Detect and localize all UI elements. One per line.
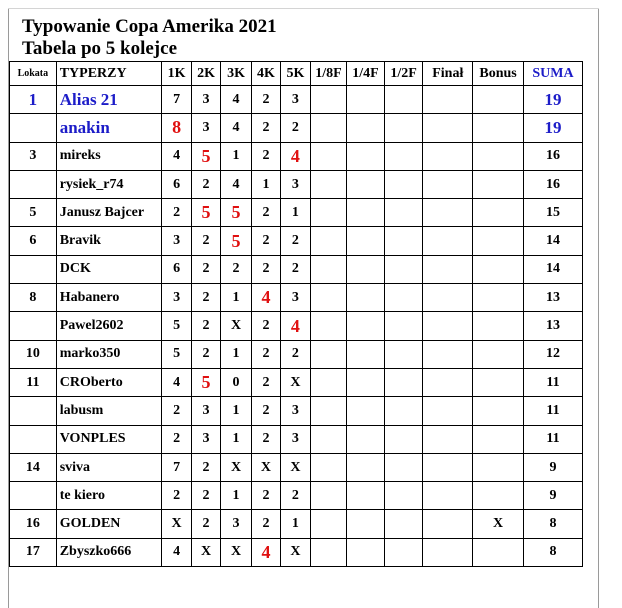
cell-suma: 16 bbox=[523, 170, 582, 198]
table-row bbox=[10, 255, 583, 283]
cell-round-5k: 2 bbox=[281, 482, 310, 510]
cell-final bbox=[423, 340, 473, 368]
cell-1-8f bbox=[310, 227, 347, 255]
header-5k: 5K bbox=[281, 62, 310, 86]
cell-player-name: Bravik bbox=[56, 227, 162, 255]
cell-1-8f bbox=[310, 510, 347, 538]
cell-1-8f bbox=[310, 199, 347, 227]
cell-lokata bbox=[10, 312, 57, 340]
cell-round-2k: 3 bbox=[191, 86, 220, 114]
cell-1-4f bbox=[347, 170, 385, 198]
cell-1-2f bbox=[384, 340, 423, 368]
cell-round-4k: 2 bbox=[251, 340, 280, 368]
cell-round-5k: X bbox=[281, 538, 310, 566]
cell-player-name: CROberto bbox=[56, 368, 162, 396]
cell-round-4k: X bbox=[251, 453, 280, 481]
cell-round-2k: X bbox=[191, 538, 220, 566]
cell-player-name: sviva bbox=[56, 453, 162, 481]
cell-round-5k: 3 bbox=[281, 284, 310, 312]
table-row bbox=[10, 538, 583, 566]
cell-round-1k: 5 bbox=[162, 340, 191, 368]
table-row bbox=[10, 199, 583, 227]
cell-1-8f bbox=[310, 453, 347, 481]
table-row bbox=[10, 312, 583, 340]
cell-round-3k: 3 bbox=[221, 510, 251, 538]
cell-final bbox=[423, 538, 473, 566]
cell-1-8f bbox=[310, 312, 347, 340]
cell-round-3k: X bbox=[221, 312, 251, 340]
cell-suma: 14 bbox=[523, 255, 582, 283]
cell-player-name: Zbyszko666 bbox=[56, 538, 162, 566]
header-final: Finał bbox=[423, 62, 473, 86]
cell-round-2k: 2 bbox=[191, 255, 220, 283]
cell-bonus bbox=[473, 142, 524, 170]
cell-round-1k: 2 bbox=[162, 425, 191, 453]
cell-1-8f bbox=[310, 284, 347, 312]
cell-1-4f bbox=[347, 114, 385, 142]
cell-1-4f bbox=[347, 482, 385, 510]
cell-player-name: Pawel2602 bbox=[56, 312, 162, 340]
cell-round-1k: 2 bbox=[162, 482, 191, 510]
cell-round-1k: X bbox=[162, 510, 191, 538]
cell-round-3k: 5 bbox=[221, 199, 251, 227]
cell-final bbox=[423, 255, 473, 283]
cell-bonus bbox=[473, 199, 524, 227]
cell-1-4f bbox=[347, 397, 385, 425]
table-row bbox=[10, 397, 583, 425]
cell-round-1k: 6 bbox=[162, 170, 191, 198]
cell-round-2k: 3 bbox=[191, 114, 220, 142]
cell-suma: 15 bbox=[523, 199, 582, 227]
cell-round-3k: 1 bbox=[221, 397, 251, 425]
header-4k: 4K bbox=[251, 62, 280, 86]
cell-1-4f bbox=[347, 510, 385, 538]
cell-round-1k: 2 bbox=[162, 397, 191, 425]
cell-final bbox=[423, 453, 473, 481]
cell-round-1k: 2 bbox=[162, 199, 191, 227]
cell-1-2f bbox=[384, 142, 423, 170]
cell-1-8f bbox=[310, 425, 347, 453]
cell-round-1k: 6 bbox=[162, 255, 191, 283]
cell-lokata: 6 bbox=[10, 227, 57, 255]
cell-lokata bbox=[10, 482, 57, 510]
cell-final bbox=[423, 142, 473, 170]
cell-round-2k: 5 bbox=[191, 368, 220, 396]
cell-lokata: 17 bbox=[10, 538, 57, 566]
cell-round-3k: 4 bbox=[221, 170, 251, 198]
cell-player-name: GOLDEN bbox=[56, 510, 162, 538]
cell-final bbox=[423, 199, 473, 227]
cell-round-2k: 3 bbox=[191, 397, 220, 425]
cell-round-3k: 1 bbox=[221, 284, 251, 312]
cell-1-8f bbox=[310, 368, 347, 396]
cell-suma: 9 bbox=[523, 482, 582, 510]
cell-1-4f bbox=[347, 368, 385, 396]
table-row bbox=[10, 227, 583, 255]
cell-round-4k: 2 bbox=[251, 312, 280, 340]
cell-1-8f bbox=[310, 397, 347, 425]
cell-suma: 19 bbox=[523, 86, 582, 114]
cell-round-1k: 7 bbox=[162, 453, 191, 481]
cell-round-1k: 3 bbox=[162, 227, 191, 255]
header-typerzy: TYPERZY bbox=[56, 62, 162, 86]
table-row bbox=[10, 114, 583, 142]
cell-lokata: 11 bbox=[10, 368, 57, 396]
cell-1-8f bbox=[310, 255, 347, 283]
table-row bbox=[10, 340, 583, 368]
table-row bbox=[10, 86, 583, 114]
cell-round-5k: 3 bbox=[281, 397, 310, 425]
cell-round-5k: 2 bbox=[281, 114, 310, 142]
cell-lokata: 14 bbox=[10, 453, 57, 481]
cell-round-5k: 2 bbox=[281, 227, 310, 255]
table-row bbox=[10, 368, 583, 396]
cell-1-4f bbox=[347, 142, 385, 170]
cell-bonus bbox=[473, 86, 524, 114]
cell-round-2k: 2 bbox=[191, 482, 220, 510]
cell-lokata: 16 bbox=[10, 510, 57, 538]
cell-round-5k: 3 bbox=[281, 425, 310, 453]
cell-bonus bbox=[473, 482, 524, 510]
cell-final bbox=[423, 284, 473, 312]
cell-round-2k: 2 bbox=[191, 284, 220, 312]
cell-1-2f bbox=[384, 368, 423, 396]
cell-round-5k: 4 bbox=[281, 142, 310, 170]
cell-round-3k: 1 bbox=[221, 425, 251, 453]
cell-round-2k: 2 bbox=[191, 510, 220, 538]
cell-1-8f bbox=[310, 170, 347, 198]
cell-final bbox=[423, 482, 473, 510]
cell-lokata: 3 bbox=[10, 142, 57, 170]
cell-round-4k: 2 bbox=[251, 142, 280, 170]
cell-suma: 8 bbox=[523, 510, 582, 538]
cell-lokata: 1 bbox=[10, 86, 57, 114]
cell-round-4k: 2 bbox=[251, 425, 280, 453]
cell-lokata bbox=[10, 425, 57, 453]
cell-1-4f bbox=[347, 453, 385, 481]
cell-round-1k: 5 bbox=[162, 312, 191, 340]
cell-round-3k: 5 bbox=[221, 227, 251, 255]
cell-1-2f bbox=[384, 227, 423, 255]
cell-round-1k: 3 bbox=[162, 284, 191, 312]
cell-player-name: Janusz Bajcer bbox=[56, 199, 162, 227]
cell-round-4k: 2 bbox=[251, 199, 280, 227]
header-lokata: Lokata bbox=[10, 62, 57, 86]
cell-1-2f bbox=[384, 425, 423, 453]
cell-1-2f bbox=[384, 199, 423, 227]
cell-lokata: 8 bbox=[10, 284, 57, 312]
cell-suma: 11 bbox=[523, 425, 582, 453]
table-row bbox=[10, 482, 583, 510]
cell-final bbox=[423, 397, 473, 425]
cell-1-8f bbox=[310, 86, 347, 114]
cell-round-1k: 8 bbox=[162, 114, 191, 142]
cell-round-3k: 1 bbox=[221, 482, 251, 510]
cell-round-3k: 1 bbox=[221, 340, 251, 368]
cell-1-2f bbox=[384, 482, 423, 510]
cell-suma: 11 bbox=[523, 368, 582, 396]
cell-1-8f bbox=[310, 340, 347, 368]
cell-1-8f bbox=[310, 482, 347, 510]
cell-round-3k: 1 bbox=[221, 142, 251, 170]
cell-round-4k: 2 bbox=[251, 397, 280, 425]
cell-final bbox=[423, 114, 473, 142]
cell-round-5k: 1 bbox=[281, 199, 310, 227]
cell-bonus: X bbox=[473, 510, 524, 538]
header-bonus: Bonus bbox=[473, 62, 524, 86]
page-subtitle: Tabela po 5 kolejce bbox=[22, 38, 177, 59]
cell-player-name: mireks bbox=[56, 142, 162, 170]
cell-player-name: VONPLES bbox=[56, 425, 162, 453]
cell-round-4k: 2 bbox=[251, 114, 280, 142]
cell-final bbox=[423, 86, 473, 114]
cell-round-3k: X bbox=[221, 453, 251, 481]
page-title: Typowanie Copa Amerika 2021 bbox=[22, 16, 277, 37]
cell-1-4f bbox=[347, 227, 385, 255]
cell-round-3k: 0 bbox=[221, 368, 251, 396]
table-header-row bbox=[10, 62, 583, 86]
header-2k: 2K bbox=[191, 62, 220, 86]
header-1k: 1K bbox=[162, 62, 191, 86]
cell-final bbox=[423, 227, 473, 255]
cell-1-4f bbox=[347, 199, 385, 227]
cell-1-2f bbox=[384, 86, 423, 114]
table-row bbox=[10, 142, 583, 170]
cell-1-8f bbox=[310, 114, 347, 142]
cell-round-4k: 2 bbox=[251, 510, 280, 538]
cell-suma: 13 bbox=[523, 312, 582, 340]
cell-bonus bbox=[473, 170, 524, 198]
cell-bonus bbox=[473, 255, 524, 283]
cell-1-4f bbox=[347, 284, 385, 312]
cell-suma: 16 bbox=[523, 142, 582, 170]
cell-round-2k: 2 bbox=[191, 227, 220, 255]
cell-suma: 14 bbox=[523, 227, 582, 255]
cell-round-3k: 4 bbox=[221, 86, 251, 114]
cell-suma: 12 bbox=[523, 340, 582, 368]
cell-round-4k: 4 bbox=[251, 284, 280, 312]
table-row bbox=[10, 510, 583, 538]
table-body bbox=[10, 86, 583, 567]
cell-1-8f bbox=[310, 142, 347, 170]
cell-suma: 13 bbox=[523, 284, 582, 312]
cell-bonus bbox=[473, 397, 524, 425]
cell-round-4k: 2 bbox=[251, 255, 280, 283]
ranking-table bbox=[9, 61, 583, 567]
cell-1-2f bbox=[384, 255, 423, 283]
cell-round-1k: 4 bbox=[162, 142, 191, 170]
cell-player-name: anakin bbox=[56, 114, 162, 142]
cell-1-4f bbox=[347, 425, 385, 453]
cell-final bbox=[423, 312, 473, 340]
cell-round-5k: 3 bbox=[281, 170, 310, 198]
cell-final bbox=[423, 425, 473, 453]
page-top-edge bbox=[8, 8, 599, 9]
header-1-2f: 1/2F bbox=[384, 62, 423, 86]
cell-player-name: DCK bbox=[56, 255, 162, 283]
cell-lokata bbox=[10, 397, 57, 425]
cell-round-3k: 4 bbox=[221, 114, 251, 142]
cell-1-2f bbox=[384, 114, 423, 142]
cell-lokata bbox=[10, 114, 57, 142]
cell-round-5k: X bbox=[281, 453, 310, 481]
table-row bbox=[10, 453, 583, 481]
cell-bonus bbox=[473, 538, 524, 566]
cell-lokata bbox=[10, 170, 57, 198]
header-3k: 3K bbox=[221, 62, 251, 86]
cell-round-5k: 2 bbox=[281, 340, 310, 368]
cell-round-4k: 2 bbox=[251, 368, 280, 396]
table-row bbox=[10, 170, 583, 198]
cell-1-2f bbox=[384, 170, 423, 198]
header-suma: SUMA bbox=[523, 62, 582, 86]
cell-lokata: 10 bbox=[10, 340, 57, 368]
table-row bbox=[10, 284, 583, 312]
cell-suma: 11 bbox=[523, 397, 582, 425]
cell-suma: 9 bbox=[523, 453, 582, 481]
cell-round-5k: 1 bbox=[281, 510, 310, 538]
cell-round-2k: 3 bbox=[191, 425, 220, 453]
cell-player-name: rysiek_r74 bbox=[56, 170, 162, 198]
cell-bonus bbox=[473, 340, 524, 368]
cell-suma: 8 bbox=[523, 538, 582, 566]
cell-1-2f bbox=[384, 510, 423, 538]
cell-round-3k: X bbox=[221, 538, 251, 566]
cell-final bbox=[423, 368, 473, 396]
cell-round-2k: 2 bbox=[191, 340, 220, 368]
cell-bonus bbox=[473, 425, 524, 453]
cell-bonus bbox=[473, 312, 524, 340]
cell-round-2k: 2 bbox=[191, 170, 220, 198]
cell-round-3k: 2 bbox=[221, 255, 251, 283]
cell-1-2f bbox=[384, 312, 423, 340]
cell-bonus bbox=[473, 227, 524, 255]
cell-round-1k: 7 bbox=[162, 86, 191, 114]
cell-round-2k: 2 bbox=[191, 312, 220, 340]
cell-bonus bbox=[473, 453, 524, 481]
cell-round-4k: 2 bbox=[251, 227, 280, 255]
cell-final bbox=[423, 170, 473, 198]
cell-1-2f bbox=[384, 453, 423, 481]
table-row bbox=[10, 425, 583, 453]
cell-1-2f bbox=[384, 397, 423, 425]
cell-1-8f bbox=[310, 538, 347, 566]
cell-bonus bbox=[473, 284, 524, 312]
cell-player-name: Habanero bbox=[56, 284, 162, 312]
header-1-8f: 1/8F bbox=[310, 62, 347, 86]
cell-1-4f bbox=[347, 312, 385, 340]
cell-suma: 19 bbox=[523, 114, 582, 142]
cell-final bbox=[423, 510, 473, 538]
cell-round-2k: 2 bbox=[191, 453, 220, 481]
header-1-4f: 1/4F bbox=[347, 62, 385, 86]
cell-round-2k: 5 bbox=[191, 199, 220, 227]
cell-1-4f bbox=[347, 340, 385, 368]
cell-player-name: marko350 bbox=[56, 340, 162, 368]
cell-round-5k: X bbox=[281, 368, 310, 396]
cell-lokata bbox=[10, 255, 57, 283]
cell-round-5k: 4 bbox=[281, 312, 310, 340]
cell-round-5k: 2 bbox=[281, 255, 310, 283]
cell-round-4k: 2 bbox=[251, 86, 280, 114]
cell-round-5k: 3 bbox=[281, 86, 310, 114]
cell-player-name: te kiero bbox=[56, 482, 162, 510]
cell-bonus bbox=[473, 114, 524, 142]
cell-round-2k: 5 bbox=[191, 142, 220, 170]
cell-1-2f bbox=[384, 284, 423, 312]
cell-1-2f bbox=[384, 538, 423, 566]
cell-round-4k: 2 bbox=[251, 482, 280, 510]
cell-round-1k: 4 bbox=[162, 538, 191, 566]
cell-round-4k: 1 bbox=[251, 170, 280, 198]
cell-player-name: Alias 21 bbox=[56, 86, 162, 114]
cell-round-4k: 4 bbox=[251, 538, 280, 566]
cell-1-4f bbox=[347, 538, 385, 566]
cell-round-1k: 4 bbox=[162, 368, 191, 396]
cell-lokata: 5 bbox=[10, 199, 57, 227]
cell-1-4f bbox=[347, 86, 385, 114]
cell-bonus bbox=[473, 368, 524, 396]
cell-player-name: labusm bbox=[56, 397, 162, 425]
cell-1-4f bbox=[347, 255, 385, 283]
